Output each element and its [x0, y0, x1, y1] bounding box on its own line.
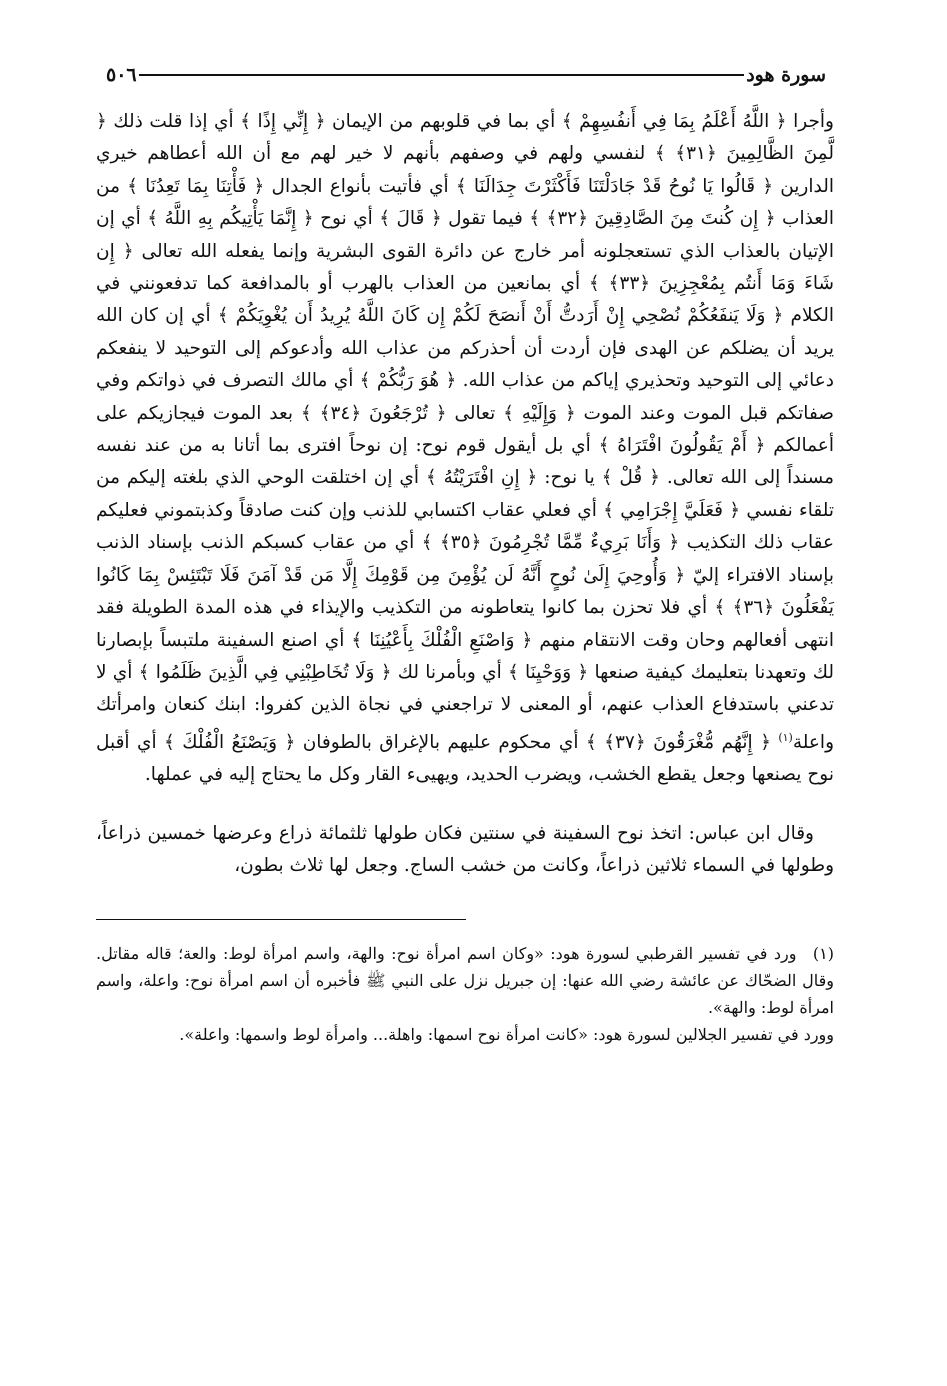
- footnote-1: [96, 940, 834, 1021]
- text-line: كيفية صنعها ﴿ وَوَحْيِنَا ﴾ أي وبأمرنا لك ﴿ وَلَا تُخَاطِبْنِي فِي الَّذِينَ ظَلَمُوا ﴾ أي لا تدعني باستدفاع: [96, 661, 834, 716]
- text-line: ﴿ وَأُوحِيَ إِلَىٰ نُوحٍ أَنَّهُ لَن يُؤْمِنَ مِن قَوْمِكَ إِلَّا مَن قَدْ آمَنَ فَلَا تَبْتَئِسْ بِمَا كَانُوا يَفْعَلُونَ ﴿٣٦﴾ ﴾ أي فلا: [96, 564, 835, 619]
- text-line: ﴿ فَعَلَيَّ إِجْرَامِي ﴾ أي فعلي عقاب اكتسابي للذنب وإن كنت صادقاً وكذبتموني فعليكم عقاب ذلك: [96, 499, 834, 554]
- footnote-ref: (١): [778, 730, 793, 744]
- text-line: نُصْحِي إِنْ أَرَدتُّ أَنْ أَنصَحَ لَكُمْ إِن كَانَ اللَّهُ يُرِيدُ أَن يُغْوِيَكُمْ ﴾ أي إن كان الله يريد أن يضلكم عن الهدى: [96, 305, 834, 359]
- text-line: الله تعالى. ﴿ قُلْ ﴾ يا نوح: ﴿ إِنِ افْتَرَيْتُهُ ﴾ أي إن اختلقت الوحي الذي بلغته إليكم من تلقاء نفسي: [96, 467, 835, 521]
- main-text: [96, 106, 834, 883]
- page-number: ٥٠٦: [106, 64, 137, 86]
- header-rule: [139, 74, 745, 76]
- text-line: يصنعها وجعل يقطع الخشب، ويضرب الحديد، ويهيىء القار وكل ما يحتاج إليه في عملها.: [144, 764, 802, 786]
- text-line: كُنتَ مِنَ الصَّادِقِينَ ﴿٣٢﴾ ﴾ فيما تقول ﴿ قَالَ ﴾ أي نوح ﴿ إِنَّمَا يَأْتِيكُم بِهِ اللَّهُ ﴾ أي إن الإتيان بالعذاب: [96, 208, 835, 262]
- footnote-number: (١): [812, 943, 834, 963]
- text-line: الذي تستعجلونه أمر خارج عن دائرة القوى البشرية وإنما يفعله الله تعالى ﴿ إِن شَاءَ وَمَا أَنتُم: [96, 240, 834, 295]
- text-line: يَا نُوحُ قَدْ جَادَلْتَنَا فَأَكْثَرْتَ جِدَالَنَا ﴾ أي فأتيت بأنواع الجدال ﴿ فَأْتِنَا بِمَا تَعِدُنَا ﴾ من العذاب ﴿ إِن: [96, 175, 834, 230]
- footnote-1-continued: وورد في تفسير الجلالين لسورة هود: «كانت امرأة نوح اسمها: واهلة... وامرأة لوط واسمها: واعلة».: [179, 1024, 834, 1044]
- footnotes: [96, 940, 834, 1048]
- text-line: وأجرا ﴿ اللَّهُ أَعْلَمُ بِمَا فِي أَنفُسِهِمْ ﴾ أي بما في قلوبهم من الإيمان ﴿ إِنِّي إِذًا ﴾ أي إذا قلت ذلك ﴿ لَّمِنَ: [96, 111, 834, 165]
- text-line: تحزن بما كانوا يتعاطونه من التكذيب والإيذاء في هذه المدة الطويلة فقد انتهى أفعالهم وحان: [96, 597, 834, 651]
- page-header: [96, 58, 834, 92]
- text-line: فإن أردت أن أحذركم من عذاب الله وأدعوكم إلى التوحيد لا ينفعكم دعائي إلى التوحيد: [96, 337, 834, 392]
- text-line: العذاب عنهم، أو المعنى لا تراجعني في نجاة الذين كفروا: ابنك كنعان وامرأتك واعلة: [96, 694, 834, 753]
- paragraph-1: [96, 106, 834, 792]
- text-line: وقت الانتقام منهم ﴿ وَاصْنَعِ الْفُلْكَ بِأَعْيُنِنَا ﴾ أي اصنع السفينة ملتبساً بإبصارنا لك وتعهدنا بتعليمك: [96, 629, 835, 683]
- text-line: وتحذيري إياكم من عذاب الله. ﴿ هُوَ رَبُّكُمْ ﴾ أي مالك التصرف في ذواتكم وفي صفاتكم قبل: [96, 370, 835, 424]
- paragraph-2: وقال ابن عباس: اتخذ نوح السفينة في سنتين فكان طولها ثلثمائة ذراع وعرضها خمسين ذراعاً، وطولها في السماء ثلاثين ذراعاً، وكانت من خشب الساج. وجعل لها ثلاث بطون،: [96, 822, 834, 877]
- footnote-text: ورد في تفسير القرطبي لسورة هود: «وكان اسم امرأة نوح: والهة، واسم امرأة لوط: والعة؛ قاله مقاتل. وقال الضحّاك عن عائشة رضي الله عنها: إن جبريل نزل على النبي ﷺ فأخبره أن اسم امرأة نوح: واعلة، واسم امرأة لوط: والهة».: [96, 943, 835, 1017]
- text-line: التكذيب ﴿ وَأَنَا بَرِيءٌ مِّمَّا تُجْرِمُونَ ﴿٣٥﴾ ﴾ أي من عقاب كسبكم الذنب بإسناد الذنب بإسناد الافتراء إليّ: [96, 532, 834, 586]
- book-page: [96, 58, 834, 1048]
- footnote-divider: [96, 919, 466, 920]
- surah-title: سورة هود: [746, 64, 826, 86]
- text-line: الظَّالِمِينَ ﴿٣١﴾ ﴾ لنفسي ولهم في وصفهم بأنهم لا خير لهم مع أن الله أعطاهم خيري الدارين ﴿ قَالُوا: [96, 143, 834, 197]
- text-line: ﴿ أَمْ يَقُولُونَ افْتَرَاهُ ﴾ أي بل أيقول قوم نوح: إن نوحاً افترى بما أتانا به من عند نفسه مسنداً إلى: [96, 435, 834, 489]
- text-line: بِمُعْجِزِينَ ﴿٣٣﴾ ﴾ أي بمانعين من العذاب بالهرب أو بالمدافعة كما تدفعونني في الكلام ﴿ وَلَا يَنفَعُكُمْ: [96, 273, 835, 327]
- text-line: ﴿ إِنَّهُم مُّغْرَقُونَ ﴿٣٧﴾ ﴾ أي محكوم عليهم بالإغراق بالطوفان ﴿ وَيَصْنَعُ الْفُلْكَ ﴾ أي أقبل نوح: [96, 731, 834, 786]
- text-line: الموت وعند الموت ﴿ وَإِلَيْهِ ﴾ تعالى ﴿ تُرْجَعُونَ ﴿٣٤﴾ ﴾ بعد الموت فيجازيكم على أعمالكم: [96, 402, 834, 457]
